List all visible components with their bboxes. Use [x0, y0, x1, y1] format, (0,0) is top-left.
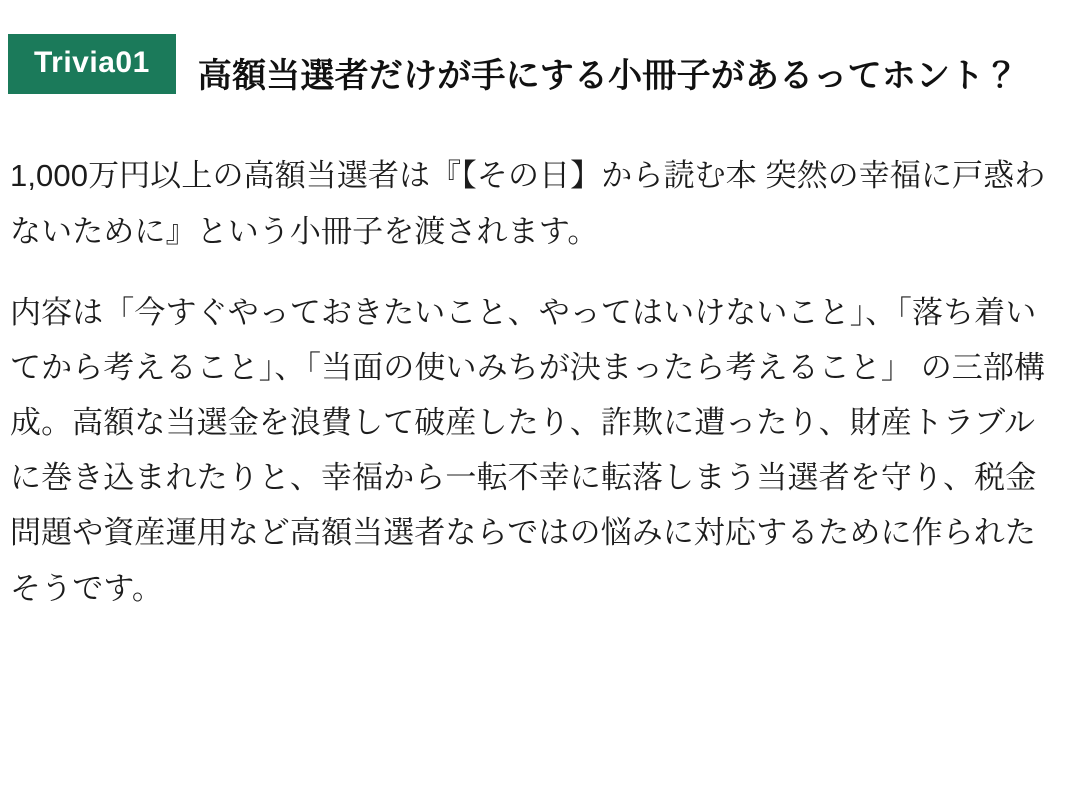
- article-paragraph: 内容は「今すぐやっておきたいこと、やってはいけないこと」、「落ち着いてから考えること」、「当面の使いみちが決まったら考えること」 の三部構成。高額な当選金を浪費して破産したり、詐欺に遭ったり、財産トラブルに巻き込まれたりと、幸福から一転不幸に転落しまう当選者を守り、税金問題や資産運用など高額当選者ならではの悩みに対応するために作られたそうです。: [10, 294, 1046, 606]
- trivia-badge: Trivia01: [8, 34, 176, 94]
- article-body: [8, 148, 1061, 615]
- trivia-header: [8, 28, 1061, 122]
- article-paragraph: 1,000万円以上の高額当選者は『【その日】から読む本 突然の幸福に戸惑わないために』という小冊子を渡されます。: [10, 158, 1046, 249]
- page-title: 高額当選者だけが手にする小冊子があるってホント？: [197, 56, 1019, 95]
